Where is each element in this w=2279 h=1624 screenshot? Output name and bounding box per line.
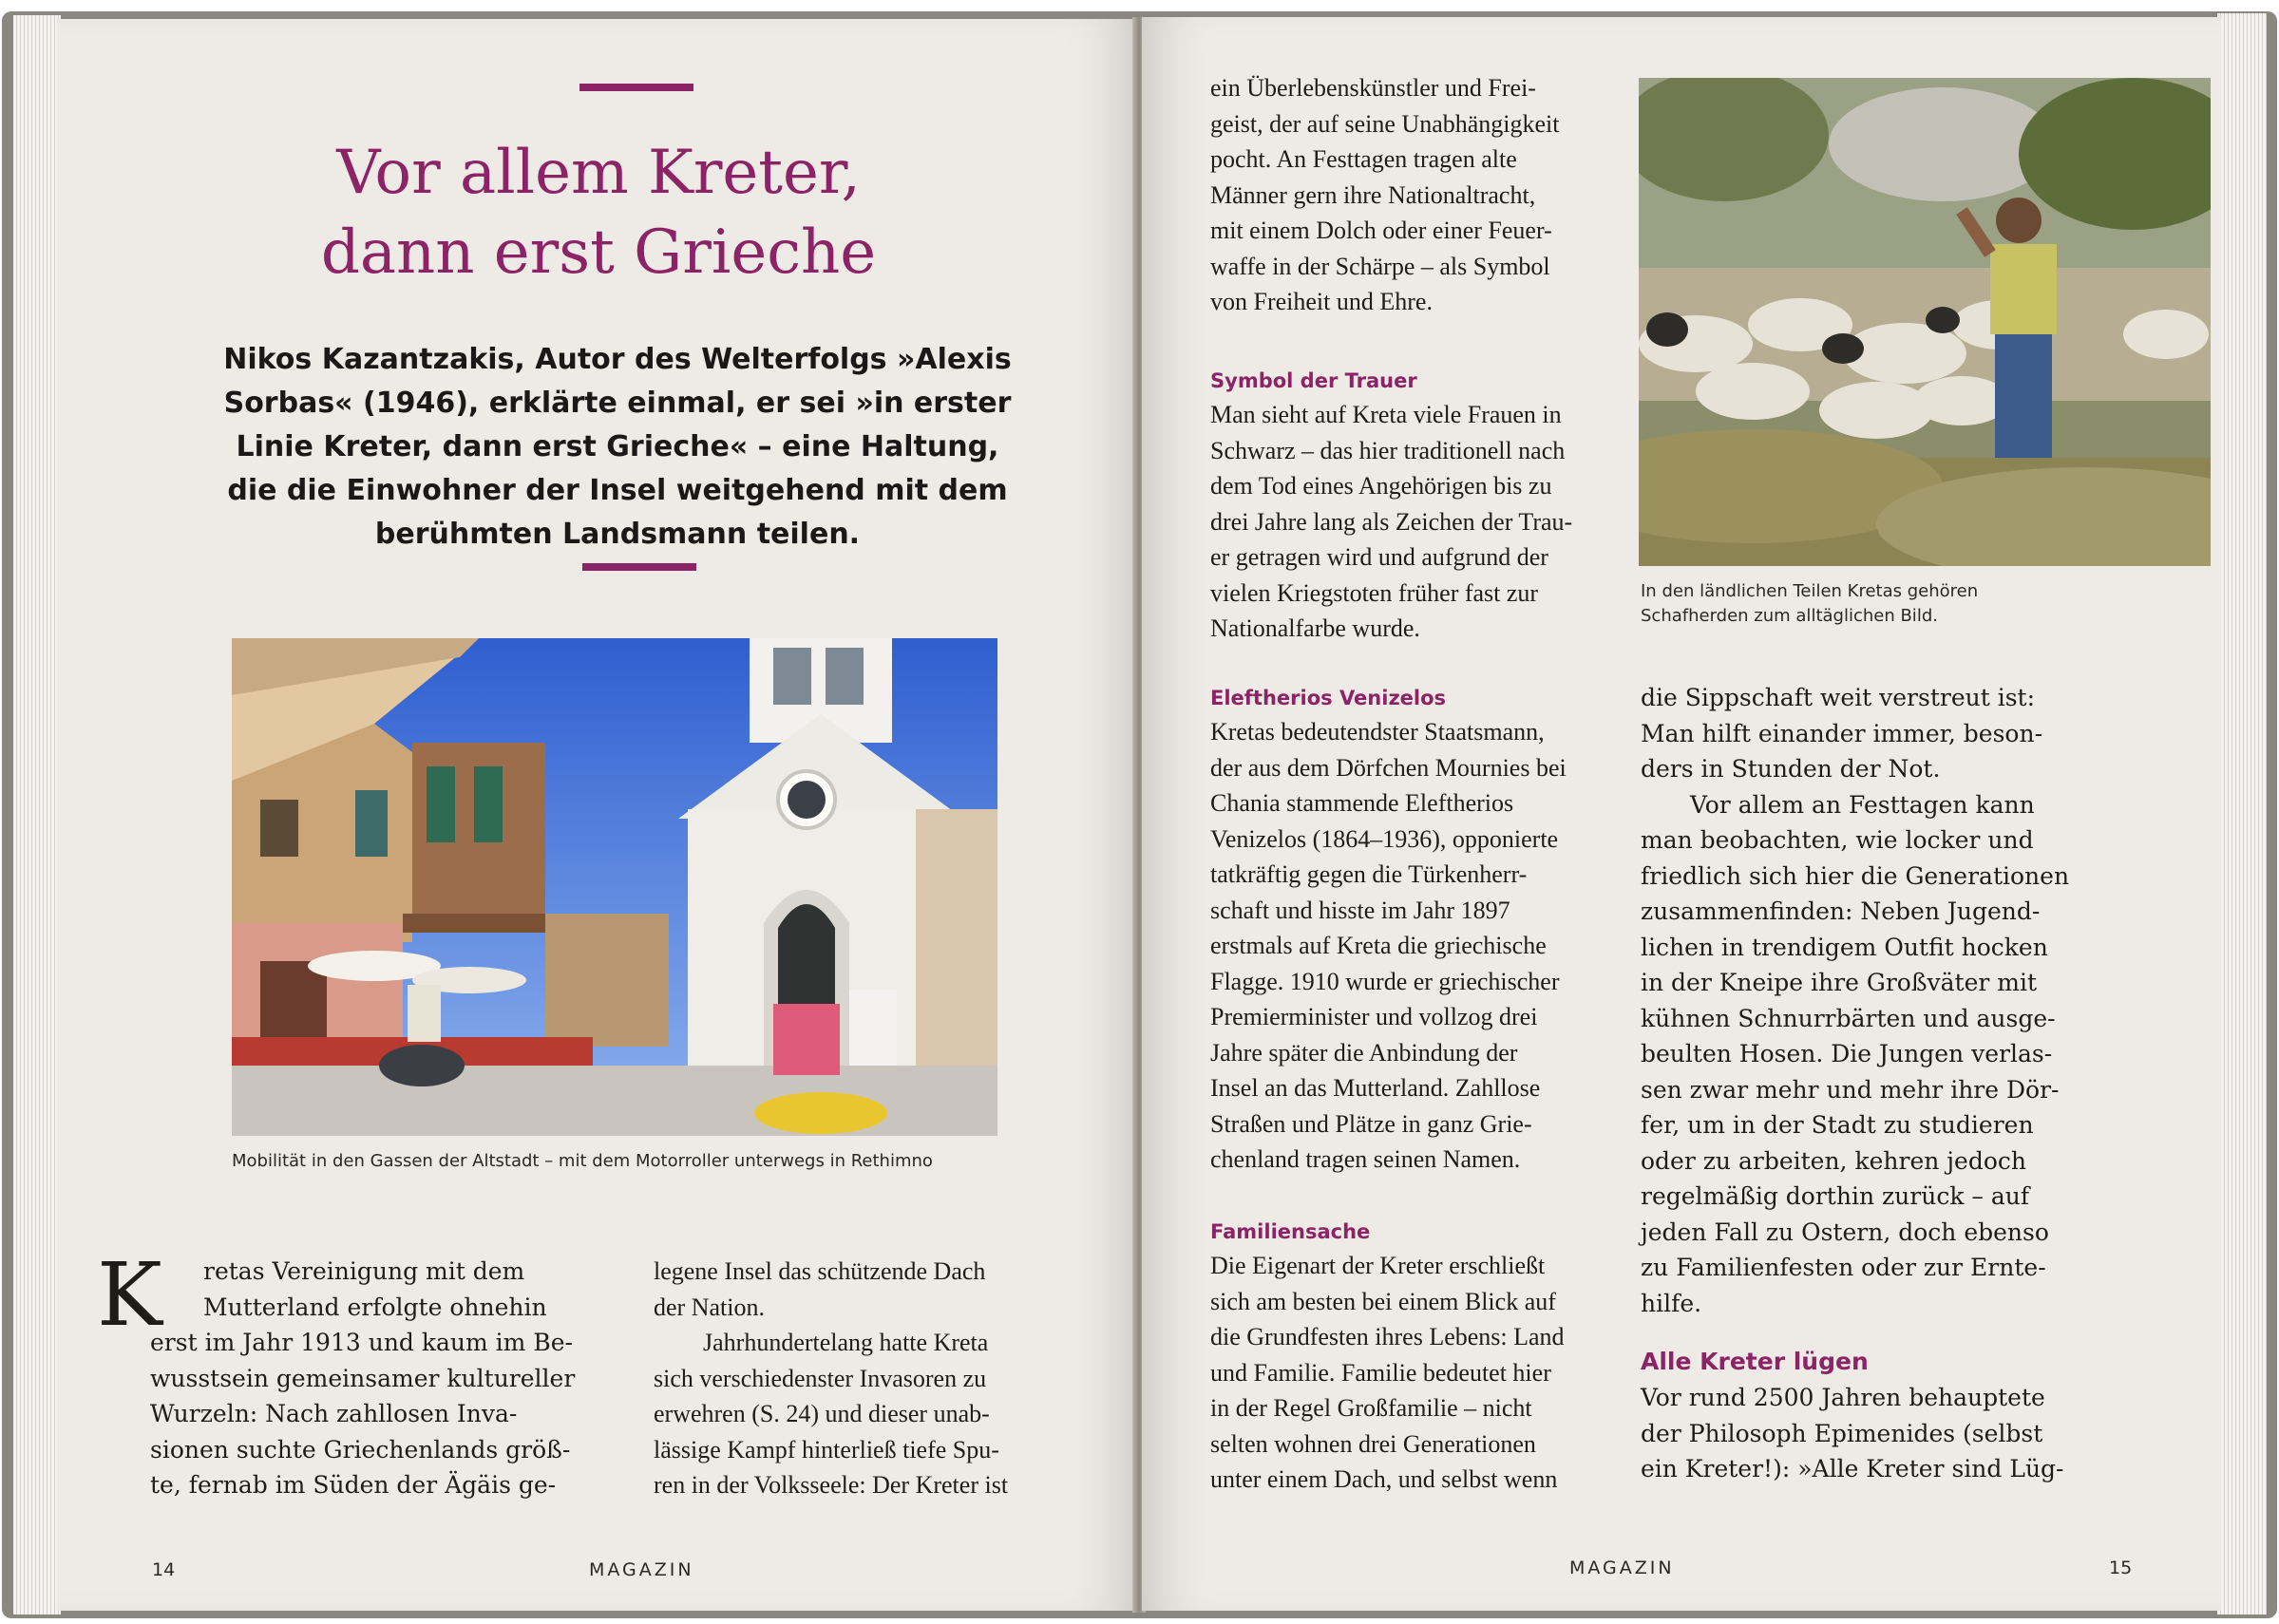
text-line: tatkräftig gegen die Türkenherr- xyxy=(1210,860,1528,888)
text-line: fer, um in der Stadt zu studieren xyxy=(1641,1111,2034,1139)
text-line: ein Kreter!): »Alle Kreter sind Lüg- xyxy=(1641,1455,2064,1482)
shepherd-photo-icon xyxy=(1639,78,2211,566)
shepherd-photo xyxy=(1639,78,2211,566)
text-line: hilfe. xyxy=(1641,1289,1702,1317)
text-line: der Nation. xyxy=(654,1293,765,1321)
section-symbol-der-trauer xyxy=(1210,365,1572,647)
right-page xyxy=(1142,17,2221,1611)
text-line: ein Überlebenskünstler und Frei- xyxy=(1210,74,1536,102)
headline-rule-top xyxy=(579,84,693,91)
text-line: friedlich sich hier die Generationen xyxy=(1641,861,2070,890)
text-line: Mutterland erfolgte ohnehin xyxy=(203,1293,547,1321)
text-line: legene Insel das schützende Dach xyxy=(654,1257,986,1285)
text-line: Chania stammende Eleftherios xyxy=(1210,789,1514,817)
text-line: Premierminister und vollzog drei xyxy=(1210,1003,1538,1030)
street-scene-photo xyxy=(232,638,997,1136)
text-line: in der Regel Großfamilie – nicht xyxy=(1210,1394,1532,1422)
text-line: unter einem Dach, und selbst wenn xyxy=(1210,1465,1558,1493)
text-line: Schwarz – das hier traditionell nach xyxy=(1210,436,1566,464)
intro-line: Sorbas« (1946), erklärte einmal, er sei »in erster xyxy=(223,387,1012,420)
street-scene-caption: Mobilität in den Gassen der Altstadt – mit dem Motorroller unterwegs in Rethimno xyxy=(232,1151,933,1171)
text-line: von Freiheit und Ehre. xyxy=(1210,288,1433,315)
running-head: MAGAZIN xyxy=(589,1559,694,1580)
text-line: jeden Fall zu Ostern, doch ebenso xyxy=(1641,1218,2049,1246)
text-line: Jahre später die Anbindung der xyxy=(1210,1038,1518,1067)
text-line: sen zwar mehr und mehr ihre Dör- xyxy=(1641,1075,2060,1104)
text-line: ren in der Volksseele: Der Kreter ist xyxy=(654,1471,1009,1499)
text-line: sich am besten bei einem Blick auf xyxy=(1210,1287,1556,1315)
text-line: erst im Jahr 1913 und kaum im Be- xyxy=(150,1329,573,1356)
text-line: Wurzeln: Nach zahllosen Inva- xyxy=(150,1400,518,1427)
text-line: man beobachten, wie locker und xyxy=(1641,826,2034,854)
left-page xyxy=(57,19,1137,1611)
text-line: dem Tod eines Angehörigen bis zu xyxy=(1210,472,1552,500)
text-line: te, fernab im Süden der Ägäis ge- xyxy=(150,1471,557,1499)
text-line: Jahrhundertelang hatte Kreta xyxy=(703,1329,989,1356)
text-line: pocht. An Festtagen tragen alte xyxy=(1210,145,1517,173)
text-line: sich verschiedenster Invasoren zu xyxy=(654,1364,987,1392)
text-line: vielen Kriegstoten früher fast zur xyxy=(1210,578,1539,607)
caption-line: Schafherden zum alltäglichen Bild. xyxy=(1641,606,1938,626)
text-line: Insel an das Mutterland. Zahllose xyxy=(1210,1074,1541,1102)
text-line: mit einem Dolch oder einer Feuer- xyxy=(1210,217,1552,244)
section-heading: Eleftherios Venizelos xyxy=(1210,687,1447,709)
text-line: schaft und hisste im Jahr 1897 xyxy=(1210,896,1510,924)
body-column-1-top xyxy=(1210,70,1560,320)
page-number: 15 xyxy=(2109,1558,2133,1578)
text-line: Kretas bedeutendster Staatsmann, xyxy=(1210,718,1545,746)
drop-cap: K xyxy=(97,1244,162,1346)
intro-text xyxy=(218,338,1016,557)
headline-rule-bottom xyxy=(582,563,696,571)
text-line: der aus dem Dörfchen Mournies bei xyxy=(1210,753,1567,782)
text-line: selten wohnen drei Generationen xyxy=(1210,1429,1536,1458)
text-line: drei Jahre lang als Zeichen der Trau- xyxy=(1210,507,1573,536)
running-head: MAGAZIN xyxy=(1569,1558,1675,1578)
intro-line: Nikos Kazantzakis, Autor des Welterfolgs »Alexis xyxy=(223,343,1012,376)
street-scene-photo-icon xyxy=(232,638,997,1136)
text-line: zusammenfinden: Neben Jugend- xyxy=(1641,897,2041,925)
section-heading: Familiensache xyxy=(1210,1220,1371,1243)
shepherd-caption xyxy=(1641,579,1978,629)
text-line: sionen suchte Griechenlands größ- xyxy=(150,1435,571,1463)
text-line: Männer gern ihre Nationaltracht, xyxy=(1210,180,1536,209)
text-line: geist, der auf seine Unabhängigkeit xyxy=(1210,109,1560,138)
text-line: lichen in trendigem Outfit hocken xyxy=(1641,933,2048,961)
text-line: die Sippschaft weit verstreut ist: xyxy=(1641,684,2036,711)
text-line: der Philosoph Epimenides (selbst xyxy=(1641,1419,2043,1447)
section-eleftherios-venizelos xyxy=(1210,682,1567,1178)
page-number: 14 xyxy=(152,1559,176,1580)
text-line: Nationalfarbe wurde. xyxy=(1210,614,1420,642)
section-heading: Symbol der Trauer xyxy=(1210,369,1417,392)
text-line: beulten Hosen. Die Jungen verlas- xyxy=(1641,1040,2053,1067)
text-line: erwehren (S. 24) und dieser unab- xyxy=(654,1400,990,1427)
text-line: Die Eigenart der Kreter erschließt xyxy=(1210,1252,1546,1279)
body-column-1 xyxy=(150,1254,575,1503)
text-line: Man sieht auf Kreta viele Frauen in xyxy=(1210,401,1562,428)
body-column-2 xyxy=(1641,680,2069,1487)
headline-line: dann erst Grieche xyxy=(320,217,877,288)
text-line: Venizelos (1864–1936), opponierte xyxy=(1210,824,1559,853)
text-line: in der Kneipe ihre Großväter mit xyxy=(1641,969,2038,996)
text-line: Flagge. 1910 wurde er griechischer xyxy=(1210,967,1560,995)
text-line: lässige Kampf hinterließ tiefe Spu- xyxy=(654,1435,999,1463)
text-line: Man hilft einander immer, beson- xyxy=(1641,719,2043,747)
text-line: die Grundfesten ihres Lebens: Land xyxy=(1210,1323,1565,1350)
page-edges-left xyxy=(13,15,61,1615)
page-edges-right xyxy=(2217,13,2267,1615)
intro-line: die die Einwohner der Insel weitgehend mit dem xyxy=(227,474,1008,507)
section-familiensache xyxy=(1210,1216,1565,1498)
text-line: kühnen Schnurrbärten und ausge- xyxy=(1641,1004,2056,1032)
caption-line: In den ländlichen Teilen Kretas gehören xyxy=(1641,581,1979,601)
text-line: waffe in der Schärpe – als Symbol xyxy=(1210,252,1550,280)
intro-line: berühmten Landsmann teilen. xyxy=(374,518,861,551)
headline xyxy=(190,133,1007,293)
text-line: retas Vereinigung mit dem xyxy=(203,1257,525,1285)
headline-line: Vor allem Kreter, xyxy=(336,138,861,208)
text-line: Vor allem an Festtagen kann xyxy=(1690,790,2035,819)
text-line: Vor rund 2500 Jahren behauptete xyxy=(1641,1384,2045,1411)
body-column-2 xyxy=(654,1254,1008,1503)
text-line: zu Familienfesten oder zur Ernte- xyxy=(1641,1254,2046,1281)
text-line: regelmäßig dorthin zurück – auf xyxy=(1641,1182,2030,1210)
intro-line: Linie Kreter, dann erst Grieche« – eine Haltung, xyxy=(236,430,999,463)
text-line: und Familie. Familie bedeutet hier xyxy=(1210,1358,1551,1387)
text-line: Straßen und Plätze in ganz Grie- xyxy=(1210,1109,1532,1138)
text-line: erstmals auf Kreta die griechische xyxy=(1210,932,1547,959)
text-line: ders in Stunden der Not. xyxy=(1641,755,1941,783)
section-heading: Alle Kreter lügen xyxy=(1641,1348,1869,1375)
text-line: wusstsein gemeinsamer kultureller xyxy=(150,1364,576,1392)
text-line: oder zu arbeiten, kehren jedoch xyxy=(1641,1146,2026,1175)
text-line: chenland tragen seinen Namen. xyxy=(1210,1145,1521,1173)
text-line: er getragen wird und aufgrund der xyxy=(1210,543,1548,571)
